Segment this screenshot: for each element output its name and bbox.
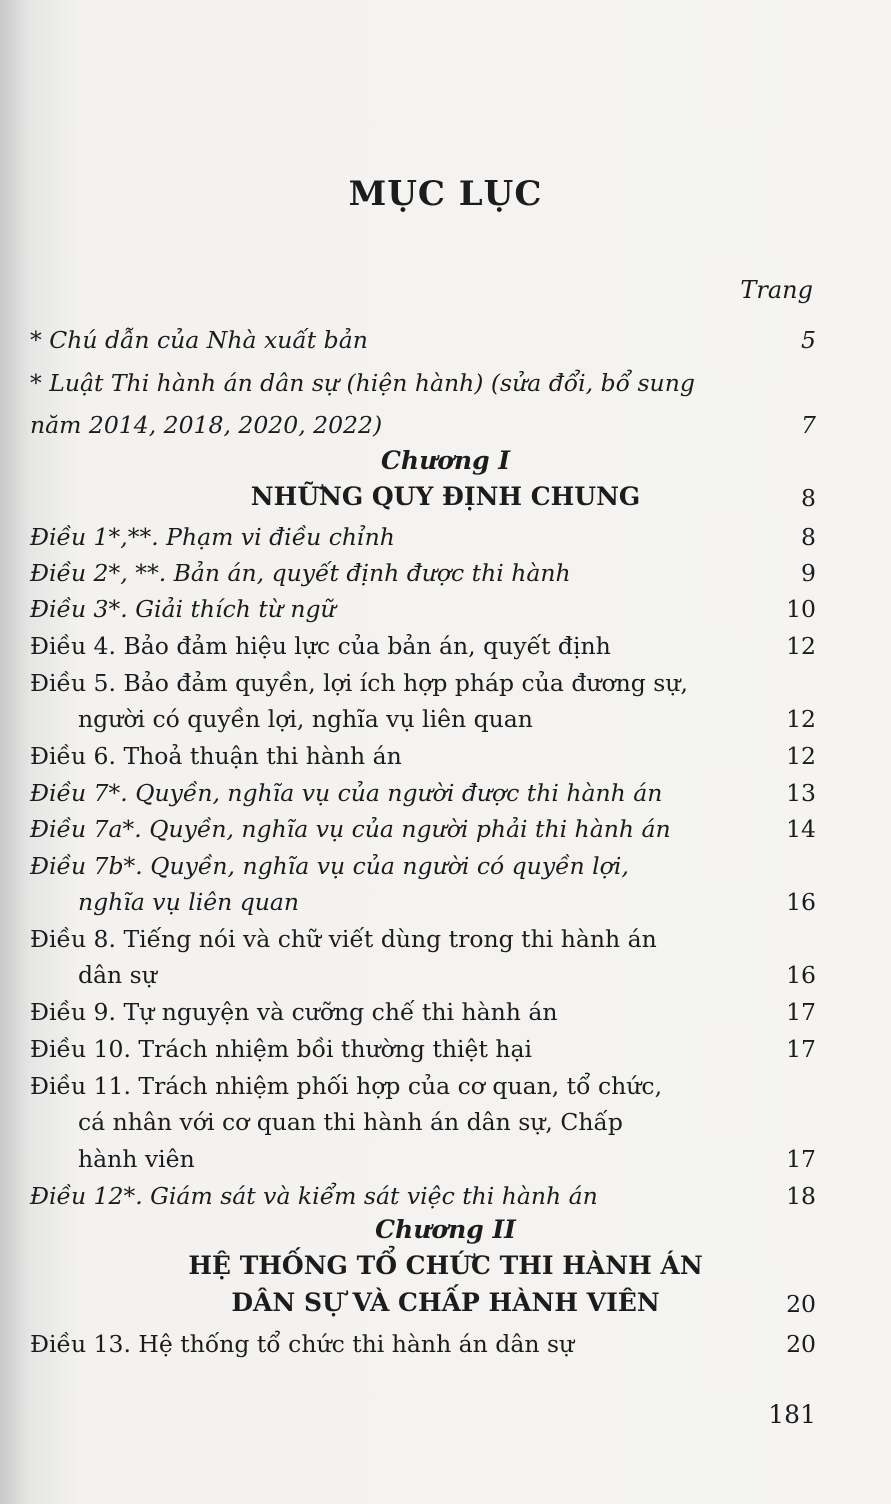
chapter-page: 8 (801, 484, 816, 512)
chapter-name-line1: HỆ THỐNG TỔ CHỨC THI HÀNH ÁN (188, 1251, 703, 1280)
chapter-label: Chương II (375, 1215, 516, 1244)
chapter-label: Chương I (381, 446, 510, 475)
page-number: 181 (768, 1400, 816, 1429)
page-column-label: Trang (740, 276, 813, 304)
chapter-page: 20 (786, 1290, 816, 1318)
book-page: MỤC LỤC Trang * Chú dẫn của Nhà xuất bản 5 * Luật Thi hành án dân sự (hiện hành) (sửa đổi, bổ sung năm 2014, 2018, 2020, 2022) 7 Chương I NHỮNG QUY ĐỊNH CHUNG 8 Điều 1*,**. Phạm vi điều chỉnh 8 Điều 2*, **. Bản án, quyết định được thi hành 9 Điều 3*. Giải thích từ ngữ 10 Điều 4. Bảo đảm hiệu lực của bản án, quyết định 12 Điều 5. Bảo đảm quyền, lợi ích hợp pháp của đương sự, người có quyền lợi, nghĩa vụ liên quan 12 Điều 6. Thoả thuận thi hành án 12 Điều 7*. Quyền, nghĩa vụ của người được thi hành án 13 Điều 7a*. Quyền, nghĩa vụ của người phải thi hành án 14 Điều 7b*. Quyền, nghĩa vụ của người có quyền lợi, nghĩa vụ liên quan 16 Điều 8. Tiếng nói và chữ viết dùng trong thi hành án dân sự 16 Điều 9. Tự nguyện và cưỡng chế thi hành án 17 Điều 10. Trách nhiệm bồi thường thiệt hại 17 Điều 11. Trách nhiệm phối hợp của cơ quan, tổ chức, cá nhân với cơ quan thi hành án dân sự, Chấp hành viên 17 Điều 12*. Giám sát và kiểm sát việc thi hành án 18 Chương II HỆ THỐNG TỔ CHỨC THI HÀNH ÁN DÂN SỰ VÀ CHẤP HÀNH VIÊN 20 Điều 13. Hệ thống tổ chức thi hành án dân sự 20 181 (0, 0, 891, 1504)
page-title: MỤC LỤC (348, 174, 543, 214)
chapter-name-line2: DÂN SỰ VÀ CHẤP HÀNH VIÊN (231, 1288, 660, 1317)
chapter-name: NHỮNG QUY ĐỊNH CHUNG (250, 482, 641, 511)
